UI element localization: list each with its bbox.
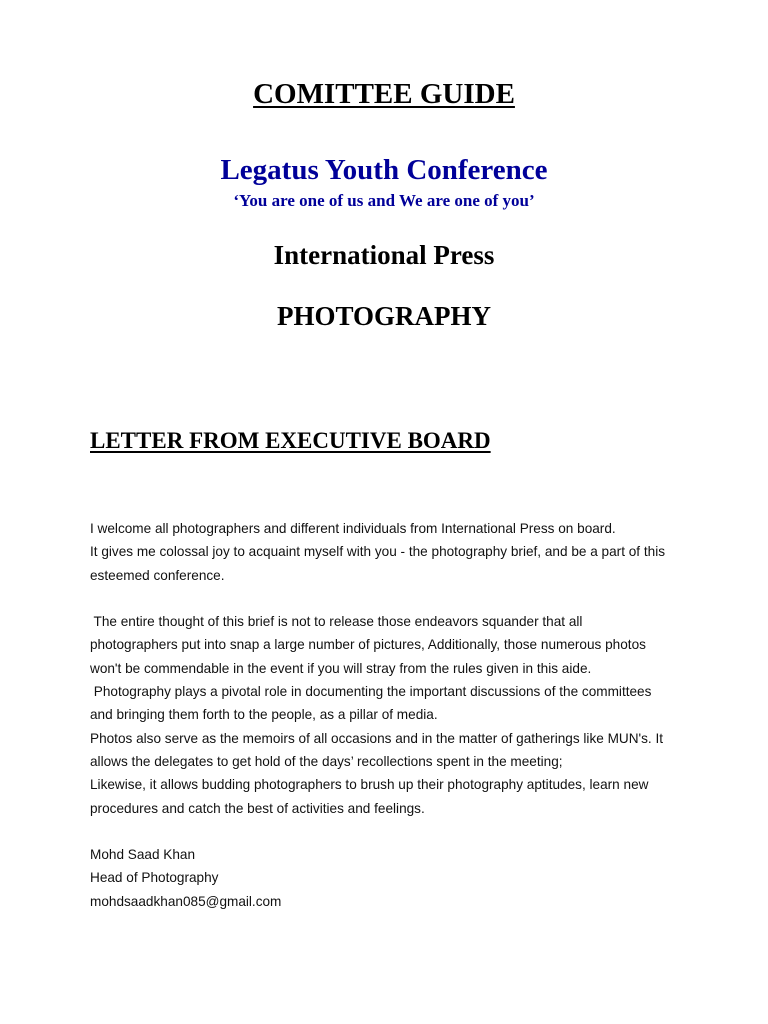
paragraph-2-line: Photos also serve as the memoirs of all occasions and in the matter of gatherings like MUN's. It (90, 730, 664, 746)
paragraph-2-line: and bringing them forth to the people, as a pillar of media. (90, 707, 438, 723)
committee-name: International Press (273, 240, 495, 270)
paragraph-2-line: photographers put into snap a large number of pictures, Additionally, those numerous photos (90, 637, 646, 653)
paragraph-2-line: allows the delegates to get hold of the days’ recollections spent in the meeting; (90, 753, 563, 769)
paragraph-2-line: won't be commendable in the event if you will stray from the rules given in this aide. (90, 660, 592, 676)
paragraph-1-line: I welcome all photographers and different individuals from International Press on board. (90, 521, 616, 536)
signature-name: Mohd Saad Khan (90, 847, 196, 863)
paragraph-2-line: Photography plays a pivotal role in documenting the important discussions of the committees (90, 684, 652, 700)
paragraph-gap (90, 820, 690, 843)
paragraph-1-line: esteemed conference. (90, 567, 225, 583)
paragraph-2-line: Likewise, it allows budding photographers to brush up their photography aptitudes, learn new (90, 777, 649, 793)
paragraph-1-line: It gives me colossal joy to acquaint myself with you - the photography brief, and be a part of this (90, 544, 666, 560)
document-title: COMITTEE GUIDE (253, 78, 515, 110)
conference-name: Legatus Youth Conference (220, 154, 548, 186)
conference-tagline: ‘You are one of us and We are one of you’ (233, 191, 535, 210)
letter-body (90, 517, 690, 913)
paragraph-gap (90, 587, 690, 610)
committee-topic: PHOTOGRAPHY (276, 301, 491, 331)
letter-heading: LETTER FROM EXECUTIVE BOARD (90, 428, 491, 453)
signature-role: Head of Photography (90, 870, 219, 886)
paragraph-2-line: The entire thought of this brief is not to release those endeavors squander that all (90, 614, 583, 630)
paragraph-2-line: procedures and catch the best of activities and feelings. (90, 800, 425, 816)
signature-email: mohdsaadkhan085@gmail.com (90, 893, 282, 909)
